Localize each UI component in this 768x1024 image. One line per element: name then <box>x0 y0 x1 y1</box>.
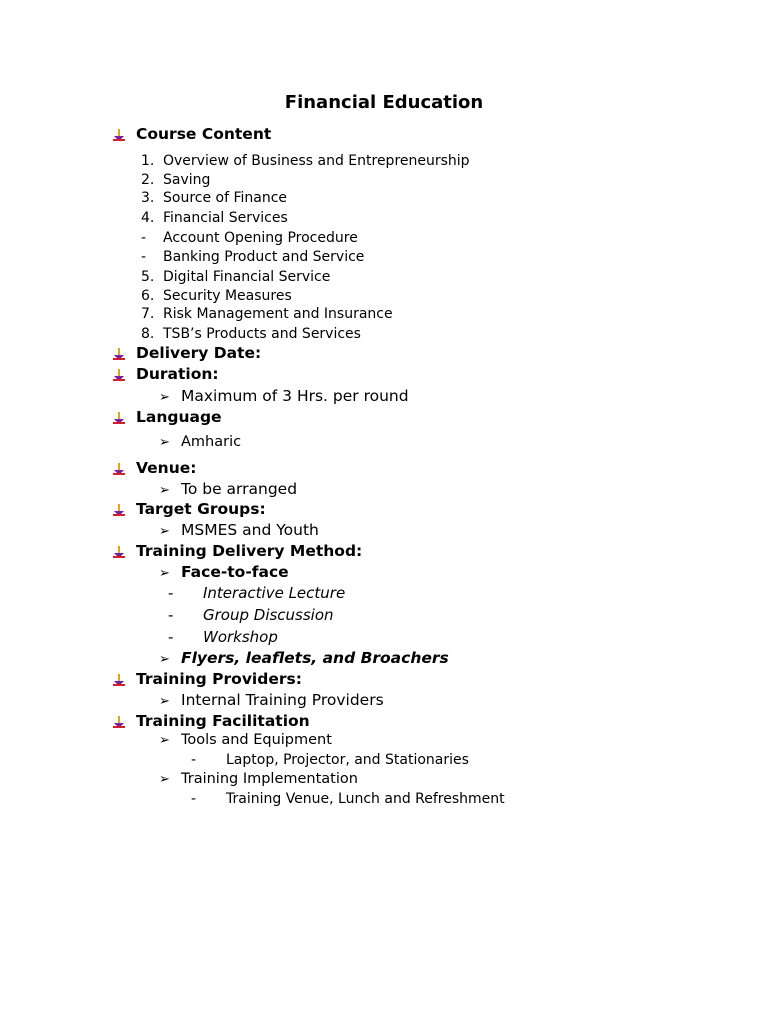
arrow-bullet-icon: ➢ <box>159 566 170 581</box>
implementation-item: ➢ Training Implementation <box>159 771 358 787</box>
venue-heading: Venue: <box>136 459 197 477</box>
flyers-item: ➢ Flyers, leaflets, and Broachers <box>159 649 449 667</box>
language-heading: Language <box>136 408 222 426</box>
list-item: 8. TSB’s Products and Services <box>141 326 361 342</box>
method-item: - Group Discussion <box>168 606 334 624</box>
arrow-bullet-icon: ➢ <box>159 694 170 709</box>
list-item: 1. Overview of Business and Entrepreneurship <box>141 153 470 169</box>
language-item: ➢ Amharic <box>159 434 242 450</box>
bullet-marker-icon <box>112 411 126 425</box>
providers-heading: Training Providers: <box>136 670 302 688</box>
bullet-marker-icon <box>112 503 126 517</box>
list-item: 4. Financial Services <box>141 210 288 226</box>
method-item: - Workshop <box>168 628 278 646</box>
target-groups-item: ➢ MSMES and Youth <box>159 521 319 539</box>
delivery-date-heading: Delivery Date: <box>136 344 262 362</box>
bullet-marker-icon <box>112 673 126 687</box>
list-item: 7. Risk Management and Insurance <box>141 306 393 322</box>
bullet-marker-icon <box>112 545 126 559</box>
bullet-marker-icon <box>112 347 126 361</box>
facilitation-heading: Training Facilitation <box>136 712 310 730</box>
list-item: 6. Security Measures <box>141 288 292 304</box>
method-item: - Interactive Lecture <box>168 584 346 602</box>
list-item: 3. Source of Finance <box>141 190 288 206</box>
arrow-bullet-icon: ➢ <box>159 390 170 405</box>
arrow-bullet-icon: ➢ <box>159 652 170 667</box>
list-item: - Account Opening Procedure <box>141 230 358 246</box>
arrow-bullet-icon: ➢ <box>159 483 170 498</box>
arrow-bullet-icon: ➢ <box>159 435 170 450</box>
duration-heading: Duration: <box>136 365 219 383</box>
bullet-marker-icon <box>112 462 126 476</box>
target-groups-heading: Target Groups: <box>136 500 266 518</box>
arrow-bullet-icon: ➢ <box>159 524 170 539</box>
bullet-marker-icon <box>112 715 126 729</box>
delivery-method-heading: Training Delivery Method: <box>136 542 363 560</box>
duration-item: ➢ Maximum of 3 Hrs. per round <box>159 387 409 405</box>
providers-item: ➢ Internal Training Providers <box>159 691 384 709</box>
face-to-face-item: ➢ Face-to-face <box>159 563 289 581</box>
venue-item: ➢ To be arranged <box>159 480 298 498</box>
arrow-bullet-icon: ➢ <box>159 733 170 748</box>
document-title: Financial Education <box>284 92 484 113</box>
tools-detail-item: - Laptop, Projector, and Stationaries <box>191 752 469 768</box>
implementation-detail-item: - Training Venue, Lunch and Refreshment <box>191 791 505 807</box>
list-item: - Banking Product and Service <box>141 249 365 265</box>
arrow-bullet-icon: ➢ <box>159 772 170 787</box>
list-item: 2. Saving <box>141 172 211 188</box>
bullet-marker-icon <box>112 128 126 142</box>
tools-item: ➢ Tools and Equipment <box>159 732 332 748</box>
course-content-heading: Course Content <box>136 125 272 143</box>
bullet-marker-icon <box>112 368 126 382</box>
list-item: 5. Digital Financial Service <box>141 269 331 285</box>
